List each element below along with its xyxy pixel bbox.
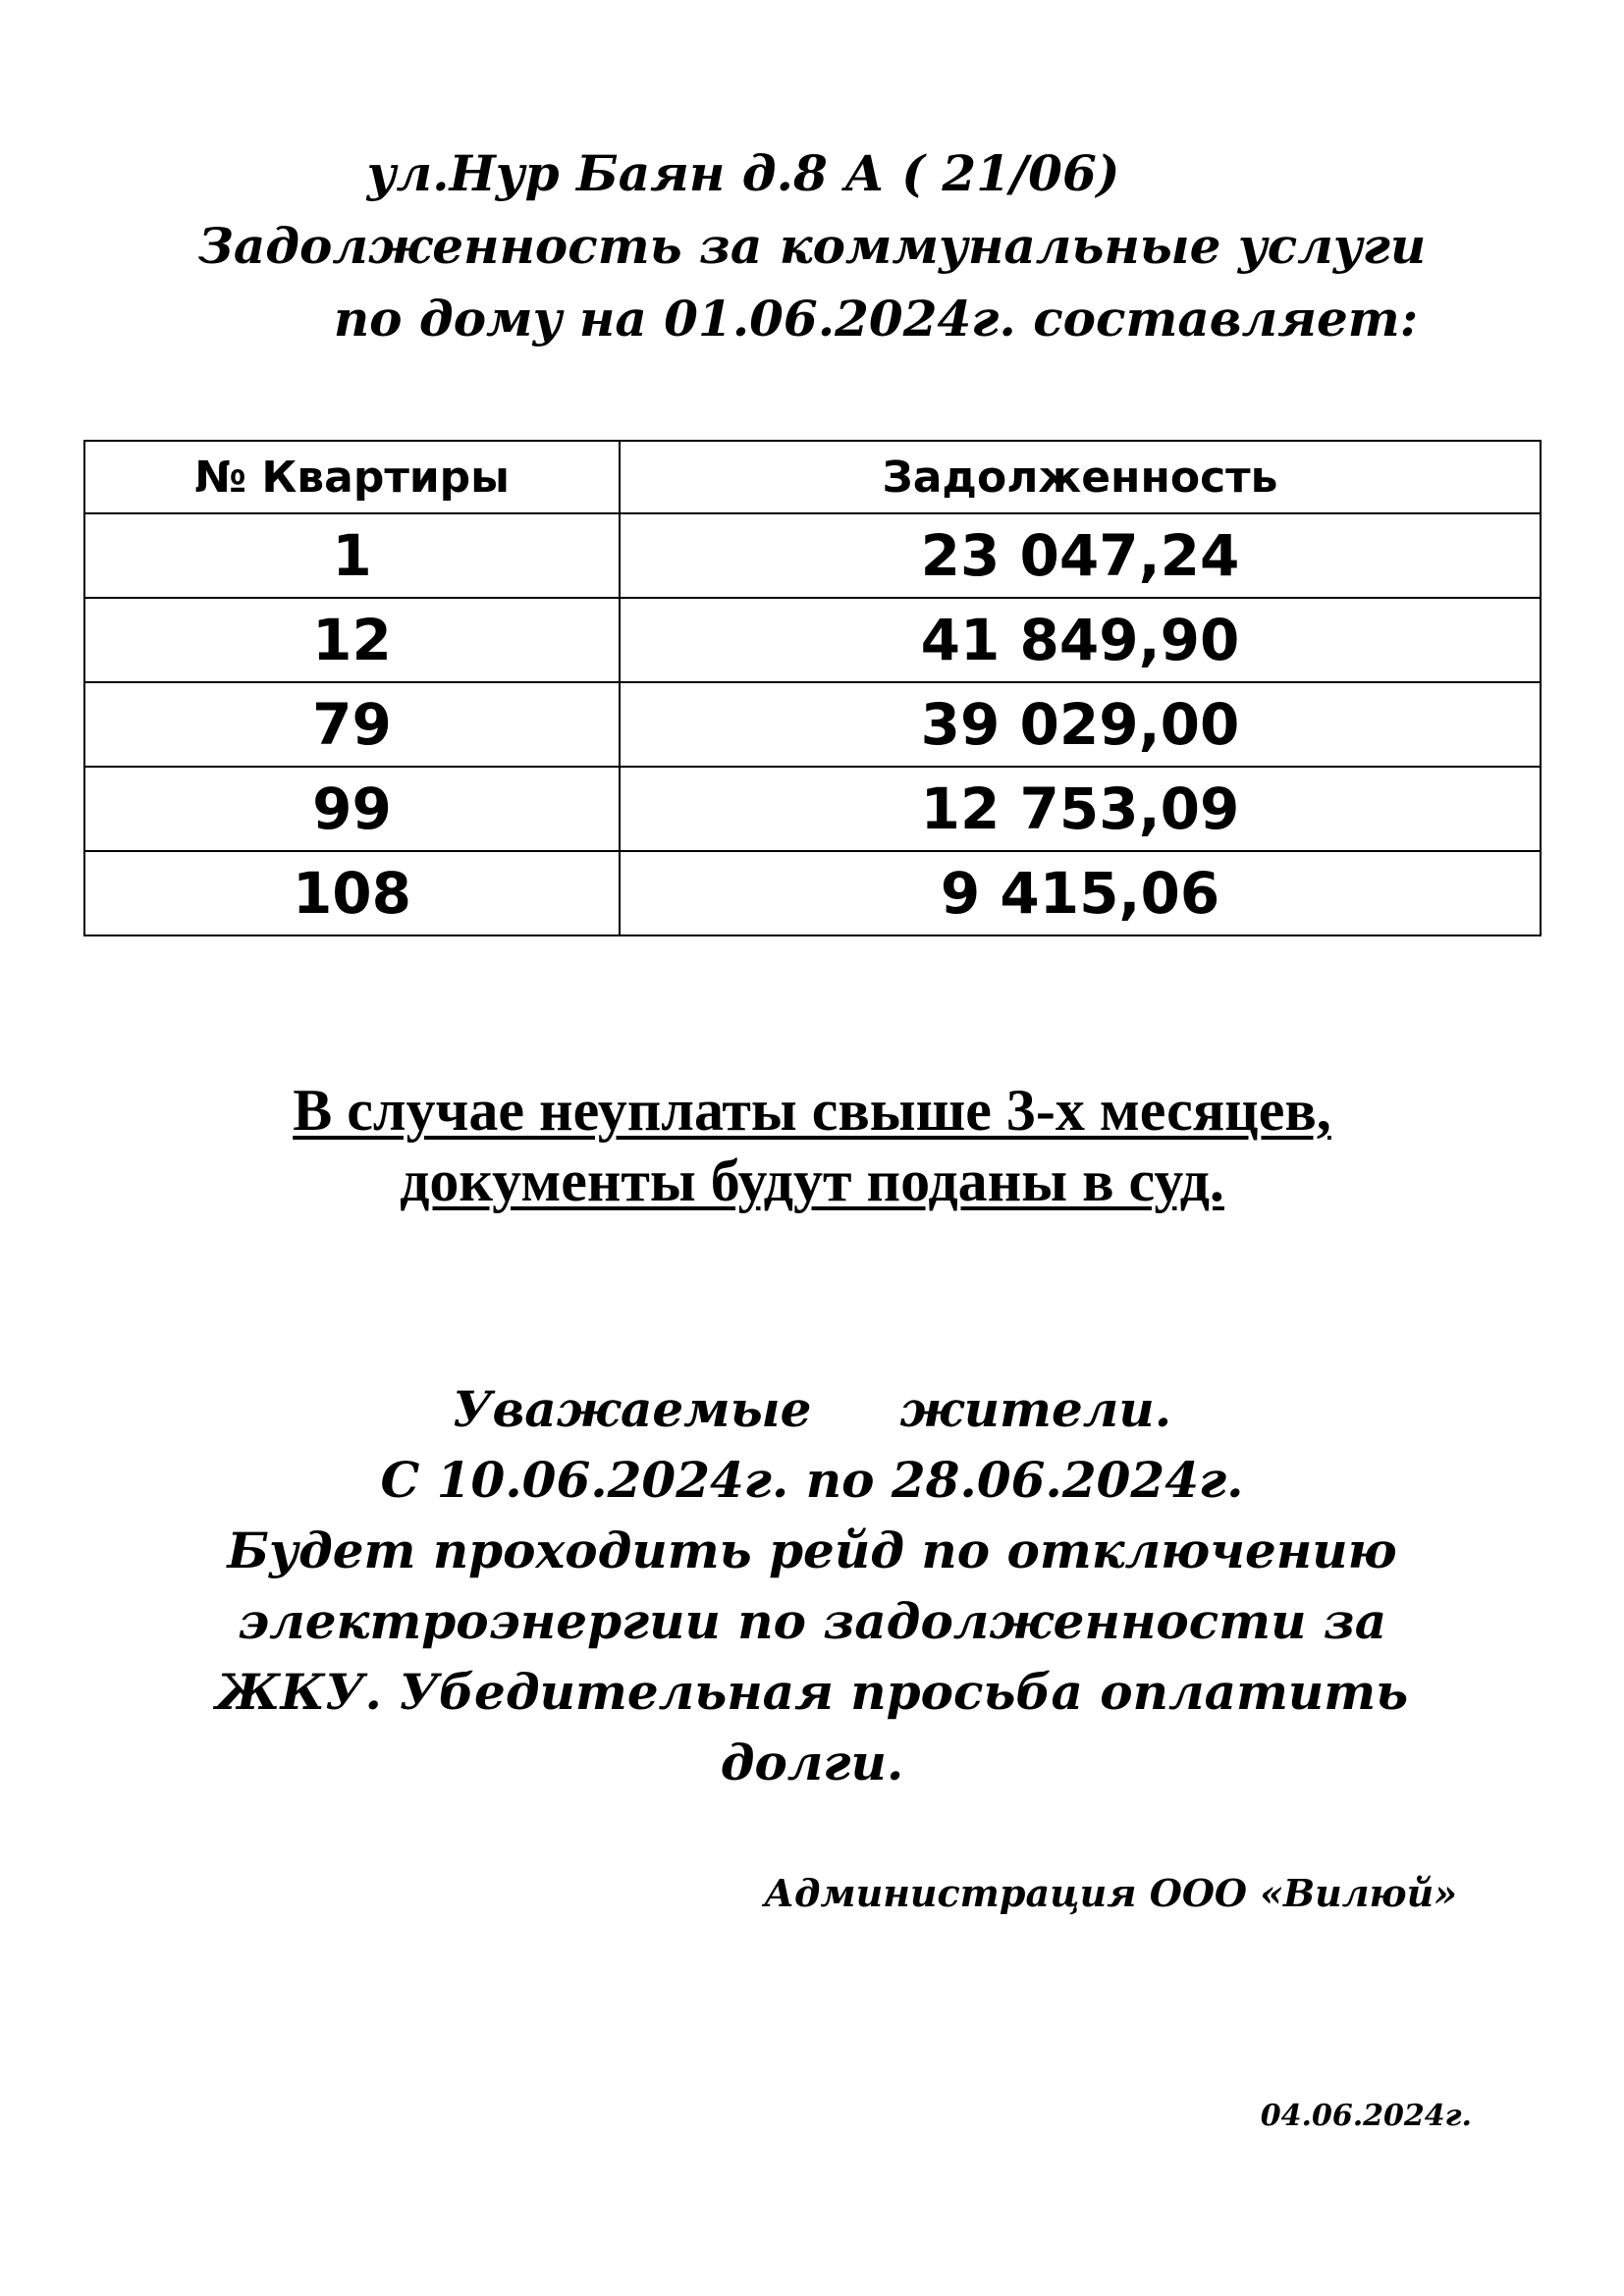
notice-line-5: ЖКУ. Убедительная просьба оплатить [215,1663,1409,1721]
table-header-row [84,441,1541,513]
greeting-word-1: Уважаемые [452,1380,812,1438]
header-address: ул.Нур Баян д.8 А ( 21/06) [366,144,1120,202]
header [0,137,1624,355]
greeting-word-2: жители. [899,1380,1172,1438]
debt-table [83,440,1542,936]
column-header-debt: Задолженность [620,441,1541,513]
document-date: 04.06.2024г. [1260,2099,1472,2133]
signature: Администрация ООО «Вилюй» [764,1871,1457,1915]
warning-line-1-text: В случае неуплаты свыше 3-х месяцев, [293,1078,1331,1143]
table-row [84,682,1541,767]
apartment-number: 79 [84,682,620,767]
header-subtitle: по дому на 01.06.2024г. составляет: [333,290,1419,347]
notice-line-3: Будет проходить рейд по отключению [227,1522,1397,1579]
residents-notice [0,1374,1624,1798]
notice-line-6: долги. [720,1734,904,1791]
warning-line-1 [0,1075,1624,1146]
table-row [84,513,1541,598]
debt-amount: 9 415,06 [620,851,1541,935]
apartment-number: 12 [84,598,620,682]
column-header-apartment: № Квартиры [84,441,620,513]
apartment-number: 108 [84,851,620,935]
notice-period: С 10.06.2024г. по 28.06.2024г. [380,1451,1244,1509]
debt-amount: 12 753,09 [620,767,1541,851]
warning-line-2 [0,1146,1624,1216]
header-title: Задолженность за коммунальные услуги [197,217,1427,275]
warning-line-2-text: документы будут поданы в суд. [400,1148,1224,1213]
table-row [84,767,1541,851]
court-warning [0,1075,1624,1216]
apartment-number: 1 [84,513,620,598]
debt-amount: 23 047,24 [620,513,1541,598]
debt-amount: 39 029,00 [620,682,1541,767]
notice-greeting [0,1374,1624,1445]
table-row [84,851,1541,935]
table-row [84,598,1541,682]
debt-amount: 41 849,90 [620,598,1541,682]
apartment-number: 99 [84,767,620,851]
notice-line-4: электроэнергии по задолженности за [237,1592,1387,1650]
